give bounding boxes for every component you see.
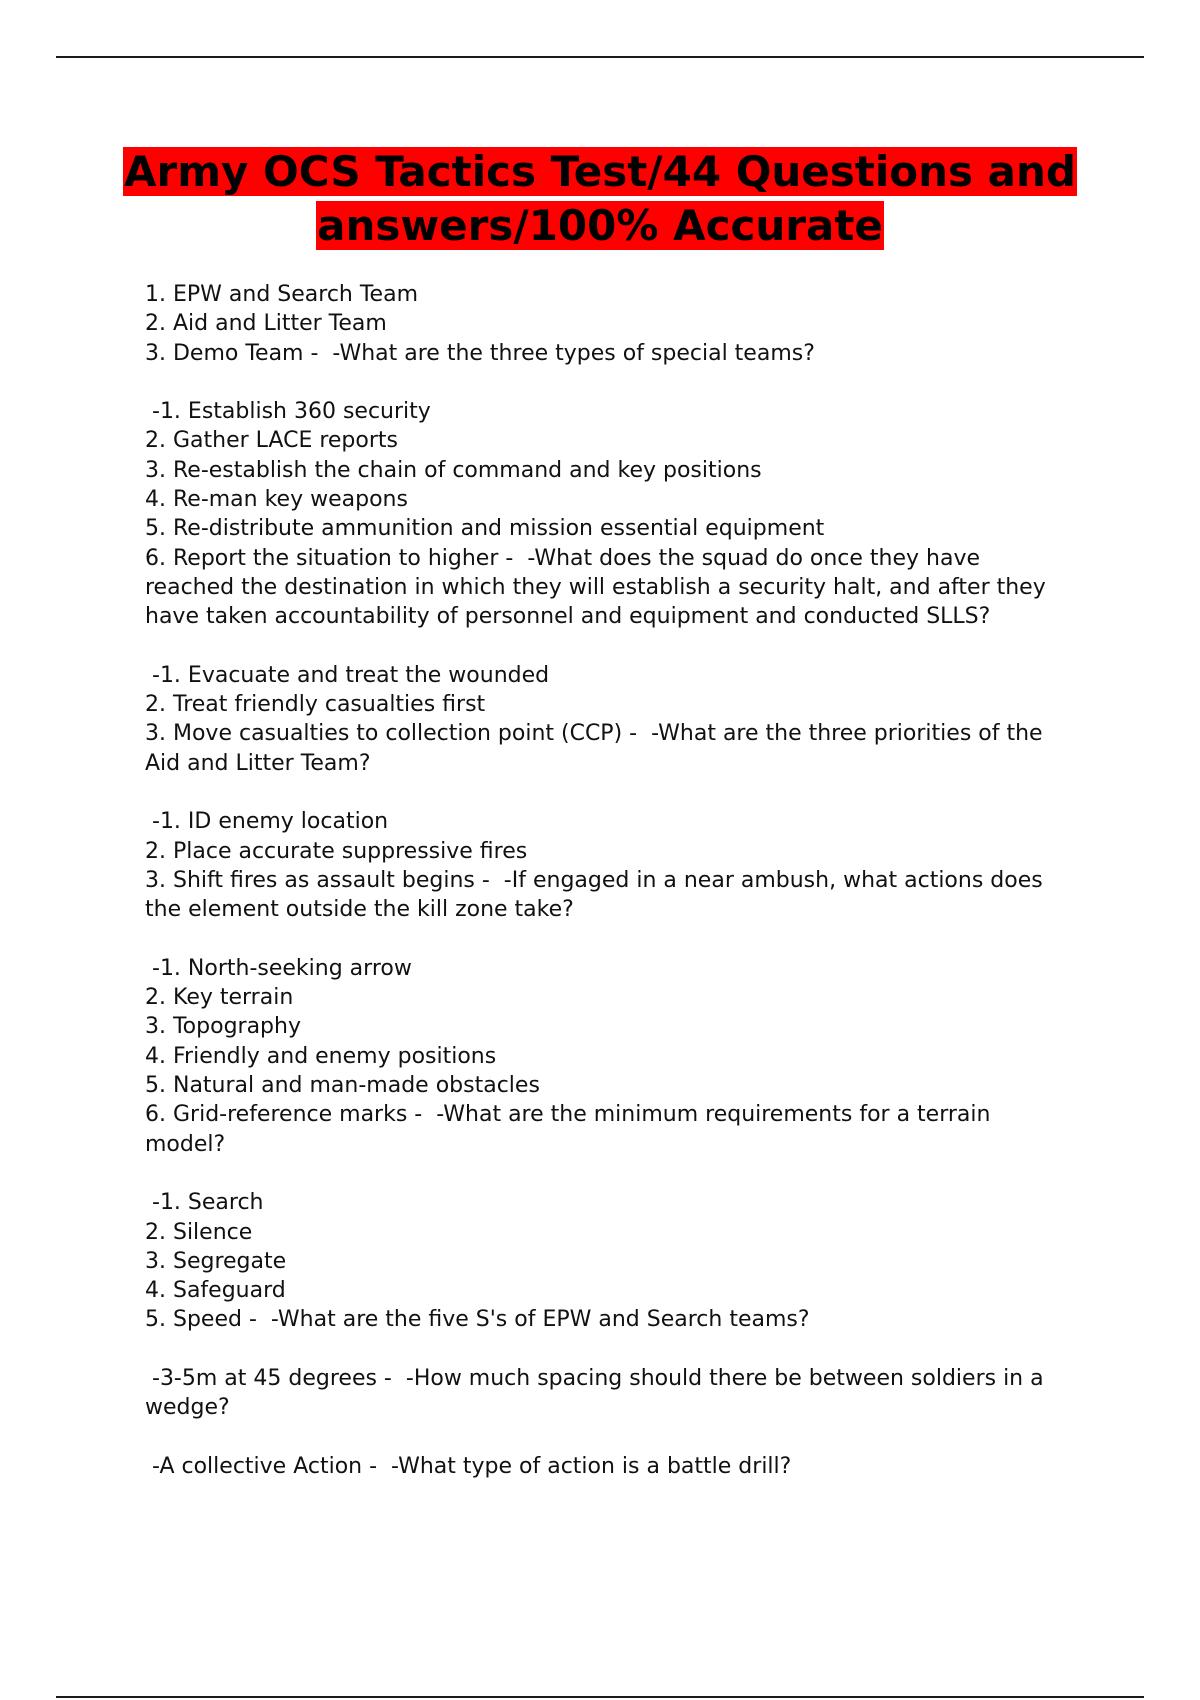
page-title [100, 145, 1100, 253]
answer-question-line [145, 544, 1070, 632]
answer-question-line [145, 719, 1070, 778]
qa-item [145, 1364, 1070, 1423]
answer-question-line [145, 1305, 1070, 1334]
answer-line: 2. Treat friendly casualties first [145, 692, 486, 718]
title-line-2: answers/100% Accurate [317, 201, 883, 250]
answer-line: 3. Segregate [145, 1248, 287, 1274]
qa-item [145, 1188, 1070, 1334]
answer-last-line: 3. Move casualties to collection point (CCP) - [145, 721, 645, 747]
answer-question-line [145, 1452, 1070, 1481]
answer-last-line: -3-5m at 45 degrees - [145, 1365, 399, 1391]
answer-line: 2. Place accurate suppressive fires [145, 838, 528, 864]
qa-item [145, 1452, 1070, 1481]
answer-line: 2. Key terrain [145, 985, 294, 1011]
answer-line: 2. Gather LACE reports [145, 428, 398, 454]
answer-line: 3. Topography [145, 1014, 301, 1040]
answer-line: 5. Natural and man-made obstacles [145, 1073, 540, 1099]
answer-last-line: 5. Speed - [145, 1307, 264, 1333]
answer-line: -1. North-seeking arrow [145, 955, 412, 981]
answer-line: 2. Silence [145, 1219, 253, 1245]
answer-line: -1. Search [145, 1190, 264, 1216]
question-text: -What are the minimum requirements for a terrain model? [145, 1102, 991, 1157]
answer-last-line: -A collective Action - [145, 1453, 385, 1479]
answer-line: 2. Aid and Litter Team [145, 311, 387, 337]
answer-line: -1. Establish 360 security [145, 399, 431, 425]
question-text: -What are the three types of special teams? [332, 340, 815, 366]
question-text: -What are the five S's of EPW and Search teams? [270, 1307, 810, 1333]
answer-line: 4. Safeguard [145, 1278, 286, 1304]
bottom-rule [56, 1696, 1144, 1698]
qa-list [145, 280, 1070, 1510]
question-text: -What does the squad do once they have reached the destination in which they will establish a security halt, and after they have taken accountability of personnel and equipment and conducted SLLS? [145, 545, 1046, 630]
answer-last-line: 3. Demo Team - [145, 340, 326, 366]
answer-question-line [145, 1100, 1070, 1159]
qa-item [145, 397, 1070, 631]
answer-question-line [145, 1364, 1070, 1423]
question-text: -What type of action is a battle drill? [391, 1453, 792, 1479]
answer-line: -1. ID enemy location [145, 809, 389, 835]
question-text: -How much spacing should there be between soldiers in a wedge? [145, 1365, 1044, 1421]
answer-question-line [145, 866, 1070, 925]
qa-item [145, 954, 1070, 1159]
answer-line: 5. Re-distribute ammunition and mission essential equipment [145, 516, 825, 542]
answer-last-line: 6. Grid-reference marks - [145, 1102, 430, 1128]
qa-item [145, 661, 1070, 778]
answer-question-line [145, 339, 1070, 368]
answer-line: 1. EPW and Search Team [145, 282, 419, 307]
answer-last-line: 3. Shift fires as assault begins - [145, 867, 497, 893]
answer-line: 3. Re-establish the chain of command and key positions [145, 457, 762, 483]
answer-line: 4. Re-man key weapons [145, 487, 408, 513]
top-rule [56, 56, 1144, 58]
answer-line: -1. Evacuate and treat the wounded [145, 662, 550, 688]
answer-last-line: 6. Report the situation to higher - [145, 545, 521, 571]
question-text: -What are the three priorities of the Aid and Litter Team? [145, 721, 1043, 776]
qa-item [145, 807, 1070, 924]
question-text: -If engaged in a near ambush, what actions does the element outside the kill zone take? [145, 867, 1043, 923]
qa-item [145, 280, 1070, 368]
title-line-1: Army OCS Tactics Test/44 Questions and [124, 147, 1076, 196]
answer-line: 4. Friendly and enemy positions [145, 1043, 497, 1069]
